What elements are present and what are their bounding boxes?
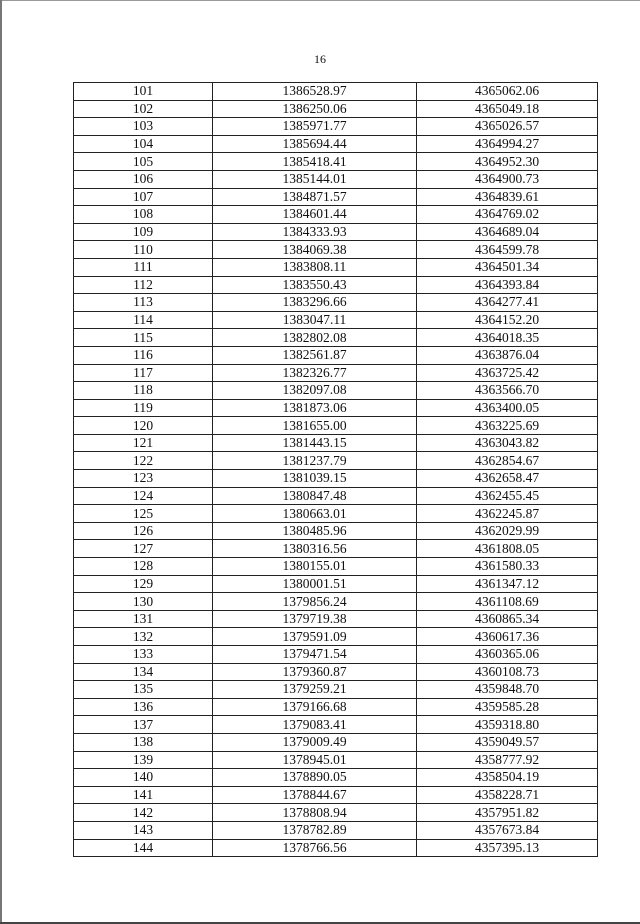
y-coordinate-cell: 4363225.69 (417, 417, 598, 435)
table-row (74, 434, 598, 452)
x-coordinate-cell: 1379166.68 (213, 698, 417, 716)
x-coordinate-cell: 1379719.38 (213, 610, 417, 628)
y-coordinate-cell: 4364277.41 (417, 294, 598, 312)
table-row (74, 258, 598, 276)
table-row (74, 628, 598, 646)
y-coordinate-cell: 4363725.42 (417, 364, 598, 382)
point-number-cell: 101 (74, 83, 213, 101)
y-coordinate-cell: 4365062.06 (417, 83, 598, 101)
y-coordinate-cell: 4360865.34 (417, 610, 598, 628)
table-row (74, 153, 598, 171)
table-row (74, 276, 598, 294)
x-coordinate-cell: 1379009.49 (213, 733, 417, 751)
table-row (74, 505, 598, 523)
table-row (74, 206, 598, 224)
table-row (74, 646, 598, 664)
table-row (74, 522, 598, 540)
point-number-cell: 115 (74, 329, 213, 347)
x-coordinate-cell: 1381655.00 (213, 417, 417, 435)
table-row (74, 382, 598, 400)
table-row (74, 593, 598, 611)
coordinate-table (73, 82, 598, 857)
point-number-cell: 136 (74, 698, 213, 716)
point-number-cell: 135 (74, 681, 213, 699)
table-row (74, 804, 598, 822)
table-row (74, 681, 598, 699)
x-coordinate-cell: 1379083.41 (213, 716, 417, 734)
x-coordinate-cell: 1384333.93 (213, 223, 417, 241)
table-row (74, 663, 598, 681)
point-number-cell: 120 (74, 417, 213, 435)
table-row (74, 558, 598, 576)
y-coordinate-cell: 4362245.87 (417, 505, 598, 523)
y-coordinate-cell: 4364393.84 (417, 276, 598, 294)
point-number-cell: 127 (74, 540, 213, 558)
point-number-cell: 121 (74, 434, 213, 452)
y-coordinate-cell: 4358228.71 (417, 786, 598, 804)
point-number-cell: 110 (74, 241, 213, 259)
point-number-cell: 133 (74, 646, 213, 664)
coordinate-table-body (74, 83, 598, 857)
y-coordinate-cell: 4359585.28 (417, 698, 598, 716)
point-number-cell: 118 (74, 382, 213, 400)
y-coordinate-cell: 4359049.57 (417, 733, 598, 751)
x-coordinate-cell: 1382097.08 (213, 382, 417, 400)
table-row (74, 839, 598, 857)
y-coordinate-cell: 4361347.12 (417, 575, 598, 593)
x-coordinate-cell: 1383047.11 (213, 311, 417, 329)
y-coordinate-cell: 4363400.05 (417, 399, 598, 417)
y-coordinate-cell: 4360365.06 (417, 646, 598, 664)
x-coordinate-cell: 1378844.67 (213, 786, 417, 804)
table-row (74, 487, 598, 505)
y-coordinate-cell: 4362854.67 (417, 452, 598, 470)
x-coordinate-cell: 1384601.44 (213, 206, 417, 224)
y-coordinate-cell: 4360108.73 (417, 663, 598, 681)
x-coordinate-cell: 1381873.06 (213, 399, 417, 417)
point-number-cell: 144 (74, 839, 213, 857)
point-number-cell: 116 (74, 346, 213, 364)
x-coordinate-cell: 1385144.01 (213, 170, 417, 188)
table-row (74, 786, 598, 804)
x-coordinate-cell: 1378945.01 (213, 751, 417, 769)
table-row (74, 294, 598, 312)
table-row (74, 610, 598, 628)
point-number-cell: 105 (74, 153, 213, 171)
y-coordinate-cell: 4361808.05 (417, 540, 598, 558)
x-coordinate-cell: 1380155.01 (213, 558, 417, 576)
table-row (74, 698, 598, 716)
table-row (74, 135, 598, 153)
table-row (74, 452, 598, 470)
y-coordinate-cell: 4363566.70 (417, 382, 598, 400)
x-coordinate-cell: 1379360.87 (213, 663, 417, 681)
x-coordinate-cell: 1381443.15 (213, 434, 417, 452)
y-coordinate-cell: 4358504.19 (417, 769, 598, 787)
point-number-cell: 109 (74, 223, 213, 241)
point-number-cell: 119 (74, 399, 213, 417)
page-number: 16 (314, 52, 326, 66)
point-number-cell: 124 (74, 487, 213, 505)
x-coordinate-cell: 1379591.09 (213, 628, 417, 646)
table-row (74, 188, 598, 206)
y-coordinate-cell: 4357951.82 (417, 804, 598, 822)
table-row (74, 241, 598, 259)
point-number-cell: 113 (74, 294, 213, 312)
table-row (74, 311, 598, 329)
x-coordinate-cell: 1379856.24 (213, 593, 417, 611)
table-row (74, 364, 598, 382)
x-coordinate-cell: 1380663.01 (213, 505, 417, 523)
y-coordinate-cell: 4364769.02 (417, 206, 598, 224)
y-coordinate-cell: 4359318.80 (417, 716, 598, 734)
table-row (74, 329, 598, 347)
y-coordinate-cell: 4364900.73 (417, 170, 598, 188)
point-number-cell: 128 (74, 558, 213, 576)
x-coordinate-cell: 1380485.96 (213, 522, 417, 540)
x-coordinate-cell: 1380847.48 (213, 487, 417, 505)
point-number-cell: 126 (74, 522, 213, 540)
table-row (74, 417, 598, 435)
table-row (74, 821, 598, 839)
point-number-cell: 142 (74, 804, 213, 822)
x-coordinate-cell: 1378766.56 (213, 839, 417, 857)
y-coordinate-cell: 4364839.61 (417, 188, 598, 206)
table-row (74, 170, 598, 188)
point-number-cell: 131 (74, 610, 213, 628)
point-number-cell: 134 (74, 663, 213, 681)
x-coordinate-cell: 1386250.06 (213, 100, 417, 118)
point-number-cell: 123 (74, 470, 213, 488)
x-coordinate-cell: 1383296.66 (213, 294, 417, 312)
page-top-edge (0, 0, 640, 1)
page-left-edge (0, 0, 2, 924)
table-row (74, 716, 598, 734)
table-row (74, 100, 598, 118)
point-number-cell: 130 (74, 593, 213, 611)
y-coordinate-cell: 4364599.78 (417, 241, 598, 259)
point-number-cell: 114 (74, 311, 213, 329)
y-coordinate-cell: 4364152.20 (417, 311, 598, 329)
x-coordinate-cell: 1385971.77 (213, 118, 417, 136)
point-number-cell: 132 (74, 628, 213, 646)
y-coordinate-cell: 4362029.99 (417, 522, 598, 540)
point-number-cell: 138 (74, 733, 213, 751)
table-row (74, 769, 598, 787)
x-coordinate-cell: 1381039.15 (213, 470, 417, 488)
x-coordinate-cell: 1378782.89 (213, 821, 417, 839)
y-coordinate-cell: 4364501.34 (417, 258, 598, 276)
table-row (74, 733, 598, 751)
x-coordinate-cell: 1382802.08 (213, 329, 417, 347)
y-coordinate-cell: 4364689.04 (417, 223, 598, 241)
y-coordinate-cell: 4363876.04 (417, 346, 598, 364)
point-number-cell: 112 (74, 276, 213, 294)
y-coordinate-cell: 4364952.30 (417, 153, 598, 171)
table-row (74, 346, 598, 364)
x-coordinate-cell: 1379259.21 (213, 681, 417, 699)
point-number-cell: 139 (74, 751, 213, 769)
x-coordinate-cell: 1380316.56 (213, 540, 417, 558)
point-number-cell: 122 (74, 452, 213, 470)
point-number-cell: 125 (74, 505, 213, 523)
point-number-cell: 106 (74, 170, 213, 188)
x-coordinate-cell: 1385694.44 (213, 135, 417, 153)
point-number-cell: 137 (74, 716, 213, 734)
table-row (74, 751, 598, 769)
x-coordinate-cell: 1379471.54 (213, 646, 417, 664)
point-number-cell: 103 (74, 118, 213, 136)
table-row (74, 83, 598, 101)
point-number-cell: 129 (74, 575, 213, 593)
y-coordinate-cell: 4362455.45 (417, 487, 598, 505)
point-number-cell: 141 (74, 786, 213, 804)
x-coordinate-cell: 1378808.94 (213, 804, 417, 822)
y-coordinate-cell: 4357673.84 (417, 821, 598, 839)
point-number-cell: 108 (74, 206, 213, 224)
point-number-cell: 107 (74, 188, 213, 206)
x-coordinate-cell: 1381237.79 (213, 452, 417, 470)
point-number-cell: 140 (74, 769, 213, 787)
x-coordinate-cell: 1385418.41 (213, 153, 417, 171)
x-coordinate-cell: 1384871.57 (213, 188, 417, 206)
y-coordinate-cell: 4365049.18 (417, 100, 598, 118)
y-coordinate-cell: 4365026.57 (417, 118, 598, 136)
table-row (74, 223, 598, 241)
point-number-cell: 117 (74, 364, 213, 382)
y-coordinate-cell: 4363043.82 (417, 434, 598, 452)
y-coordinate-cell: 4364018.35 (417, 329, 598, 347)
y-coordinate-cell: 4357395.13 (417, 839, 598, 857)
point-number-cell: 143 (74, 821, 213, 839)
table-row (74, 540, 598, 558)
x-coordinate-cell: 1383550.43 (213, 276, 417, 294)
x-coordinate-cell: 1384069.38 (213, 241, 417, 259)
table-row (74, 118, 598, 136)
point-number-cell: 111 (74, 258, 213, 276)
x-coordinate-cell: 1386528.97 (213, 83, 417, 101)
y-coordinate-cell: 4360617.36 (417, 628, 598, 646)
y-coordinate-cell: 4361108.69 (417, 593, 598, 611)
y-coordinate-cell: 4364994.27 (417, 135, 598, 153)
x-coordinate-cell: 1382561.87 (213, 346, 417, 364)
y-coordinate-cell: 4359848.70 (417, 681, 598, 699)
table-row (74, 575, 598, 593)
x-coordinate-cell: 1382326.77 (213, 364, 417, 382)
table-row (74, 399, 598, 417)
table-row (74, 470, 598, 488)
y-coordinate-cell: 4358777.92 (417, 751, 598, 769)
x-coordinate-cell: 1378890.05 (213, 769, 417, 787)
point-number-cell: 104 (74, 135, 213, 153)
point-number-cell: 102 (74, 100, 213, 118)
y-coordinate-cell: 4362658.47 (417, 470, 598, 488)
y-coordinate-cell: 4361580.33 (417, 558, 598, 576)
x-coordinate-cell: 1383808.11 (213, 258, 417, 276)
x-coordinate-cell: 1380001.51 (213, 575, 417, 593)
